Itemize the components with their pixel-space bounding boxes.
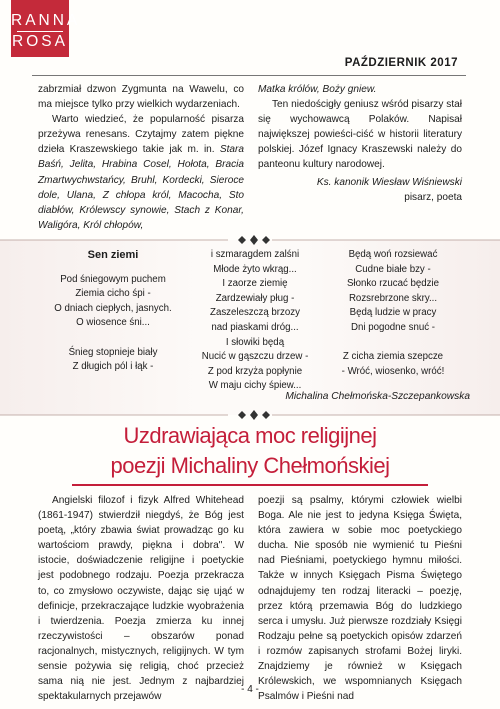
- poem-column-2: [180, 248, 330, 394]
- paragraph: Ten niedościgły geniusz wśród pisarzy stał się wychowawcą Polaków. Napisał największej powieści-ciść w historii literatury polskiej. Józef Ignacy Kraszewski należy do panteonu kultury narodowej.: [258, 99, 462, 171]
- poem-column-1: [38, 248, 188, 375]
- poem-line: - Wróć, wiosenko, wróć!: [341, 365, 445, 377]
- issue-date: PAŹDZIERNIK 2017: [344, 57, 458, 69]
- poem-line: Zardzewiały pług -: [215, 292, 295, 304]
- header-rule: [32, 75, 466, 76]
- poem-line: Rozsrebrzone skry...: [348, 292, 438, 304]
- signature-role: pisarz, poeta: [404, 191, 462, 203]
- upper-right-column: [258, 82, 462, 205]
- poem-line: Nucić w gąszczu drzew -: [201, 351, 309, 363]
- logo-line-2: ROSA: [12, 33, 68, 50]
- poem-line: Słonko rzucać będzie: [346, 278, 440, 290]
- poem-line: I zaorze ziemię: [222, 278, 288, 290]
- article-title-line-2: poezji Michaliny Chełmońskiej: [110, 453, 390, 478]
- poem-line: O wiosence śni...: [76, 317, 150, 329]
- poem-author: Michalina Chełmońska-Szczepankowska: [285, 391, 470, 402]
- poem-line: Z cicha ziemia szepcze: [342, 351, 444, 363]
- logo-divider: [17, 31, 63, 32]
- article-title-line-1: Uzdrawiająca moc religijnej: [123, 423, 377, 448]
- paragraph: zabrzmiał dzwon Zygmunta na Wawelu, co ma miejsce tylko przy wielkich wydarzeniach.: [38, 84, 244, 111]
- paragraph-text: Warto wiedzieć, że popularność pisarza przeżywa renesans. Czytajmy zatem piękne dzieła Kraszewskiego takie jak m. in.: [38, 114, 244, 156]
- title-underline: [72, 484, 428, 486]
- article-left-column: Angielski filozof i fizyk Alfred Whitehead (1861-1947) stwierdził niegdyś, że Bóg jest poetą, „który zbawia świat prowadząc go ku wartościom prawdy, piękna i dobra". W istocie, doświadczenie religijne i poetyckie jest podobnego rodzaju. Poezja przekracza to, co zmysłowo oczywiste, dając się ująć w definicje, przekraczające ludzkie wyobrażenia i twierdzenia. Poezja zmierza ku innej rzeczywistości – obszarów ponad racjonalnych, mistycznych, religijnych. W tym sensie pożywia się religią, choć przecież sama nią nie jest. Jednym z najbardziej spektakularnych przejawów: [38, 495, 244, 703]
- poem-stanza: [180, 248, 330, 394]
- poem-line: Dni pogodne snuć -: [350, 321, 435, 333]
- poem-stanza: [38, 273, 188, 375]
- poem-line: Będą ludzie w pracy: [349, 307, 437, 319]
- poem-line: Ziemia cicho śpi -: [75, 288, 151, 300]
- poem-line: i szmaragdem zalśni: [210, 249, 300, 260]
- poem-title: Sen ziemi: [87, 249, 139, 261]
- poem-line: [38, 331, 188, 346]
- poem-line: Będą woń rozsiewać: [348, 249, 438, 260]
- poem-line: Śnieg stopnieje biały: [68, 346, 158, 358]
- ornament-divider: [0, 408, 500, 422]
- poem-line: Z długich pól i łąk -: [72, 361, 154, 373]
- paragraph: [38, 112, 244, 233]
- poem-stanza: [318, 248, 468, 379]
- poem-line: Cudne białe bzy -: [355, 263, 431, 275]
- poem-line: Pod śniegowym puchem: [60, 273, 166, 285]
- poem-line: Zaszeleszczą brzozy: [210, 307, 300, 319]
- book-titles: Stara Baśń, Jelita, Hrabina Cosel, Hołota, Bracia Zmartwychwstańcy, Bruhl, Kordecki, Sieroce dole, Ulana, Z chłopa król, Macocha, Sto diabłów, Królewscy synowie, Stach z Konar, Waligóra, Król chłopów,: [38, 144, 244, 231]
- page-number: - 4 -: [241, 684, 259, 695]
- book-titles-end: Matka królów, Boży gniew.: [258, 84, 377, 95]
- signature-name: Ks. kanonik Wiesław Wiśniewski: [316, 176, 462, 188]
- poem-line: [318, 336, 468, 351]
- ornament-divider: [0, 233, 500, 247]
- poem-line: Młode żyto wkrąg...: [213, 263, 297, 275]
- article-right-column: poezji są psalmy, którymi człowiek wielbi Boga. Ale nie jest to jedyna Księga Święta, która zawiera w sobie moc poetyckiego ducha. Nie sposób nie wymienić tu Pieśni nad Pieśniami, poetyckiego hymnu miłości. Także w innych Księgach Pisma Świętego odnajdujemy ten rodzaj literacki – poezję, przez którą przemawia Bóg do ludzkiego serca i umysłu. Już pierwsze rozdziały Księgi Rodzaju pełne są poetyckich opisów zdarzeń i rozmów zapisanych strofami Bożej liryki. Znajdziemy je również w Księgach Królewskich, we wspomnianych Księgach Psalmów i Pieśni nad: [258, 495, 462, 703]
- upper-left-column: [38, 82, 244, 233]
- poem-line: W maju cichy śpiew...: [208, 380, 302, 392]
- poem-line: Z pod krzyża popłynie: [207, 365, 303, 377]
- logo-line-1: RANNA: [11, 12, 81, 29]
- poem-line: I słowiki będą: [225, 336, 285, 348]
- poem-line: nad piaskami dróg...: [211, 321, 299, 333]
- magazine-logo: [11, 0, 81, 57]
- poem-line: O dniach ciepłych, jasnych.: [54, 302, 172, 314]
- poem-column-3: [318, 248, 468, 379]
